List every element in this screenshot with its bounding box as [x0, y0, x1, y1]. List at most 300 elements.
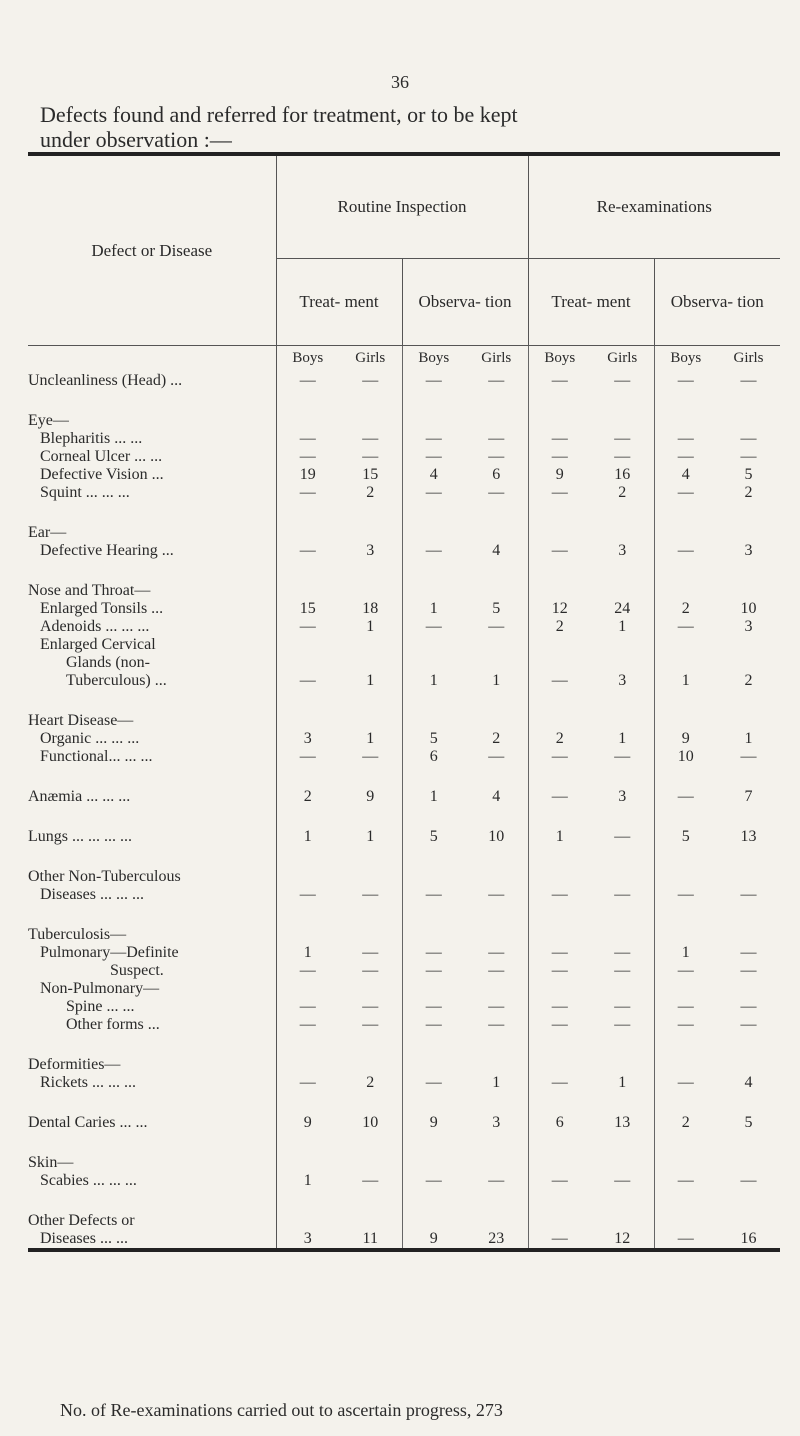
table-cell: —: [425, 1172, 442, 1189]
row-label: Spine ... ...: [28, 998, 276, 1016]
table-cell: [654, 868, 717, 886]
table-cell: [276, 412, 339, 430]
table-cell: [591, 766, 654, 788]
table-cell: [465, 868, 528, 886]
table-row: [28, 636, 780, 654]
table-cell: [717, 868, 780, 886]
table-cell: —: [339, 448, 402, 466]
table-cell: [465, 636, 528, 654]
table-cell: 23: [465, 1230, 528, 1250]
table-cell: [654, 1132, 717, 1154]
table-cell: [717, 1190, 780, 1212]
table-cell: 1: [429, 788, 438, 805]
table-cell: [528, 806, 591, 828]
table-cell: 5: [744, 466, 753, 483]
table-cell: —: [551, 962, 568, 979]
table-cell: [402, 412, 465, 430]
table-cell: 1: [591, 618, 654, 636]
table-cell: [717, 766, 780, 788]
table-cell: [276, 868, 339, 886]
table-cell: —: [591, 828, 654, 846]
table-cell: —: [339, 430, 402, 448]
table-cell: [276, 904, 339, 926]
table-cell: —: [425, 448, 442, 465]
table-cell: —: [677, 962, 694, 979]
row-label: Other Non-Tuberculous: [28, 868, 276, 886]
table-cell: [528, 1132, 591, 1154]
table-cell: 18: [339, 600, 402, 618]
table-cell: —: [740, 448, 757, 465]
table-cell: [717, 690, 780, 712]
table-cell: 1: [339, 730, 402, 748]
table-cell: —: [299, 448, 316, 465]
table-cell: [339, 1034, 402, 1056]
table-cell: [591, 582, 654, 600]
table-row: [28, 712, 780, 730]
row-label: Enlarged Tonsils ...: [28, 600, 276, 618]
spacer-row: [28, 1092, 780, 1114]
table-cell: —: [299, 618, 316, 635]
table-cell: [591, 1154, 654, 1172]
row-label: Pulmonary—Definite: [28, 944, 276, 962]
footer-note: No. of Re-examinations carried out to ascertain progress, 273: [60, 1400, 503, 1420]
table-cell: —: [591, 372, 654, 390]
table-cell: 1: [429, 672, 438, 689]
table-row: [28, 1056, 780, 1074]
table-cell: —: [465, 1172, 528, 1190]
table-cell: [339, 904, 402, 926]
table-cell: —: [551, 1016, 568, 1033]
table-cell: [654, 502, 717, 524]
table-cell: —: [425, 944, 442, 961]
table-cell: [654, 654, 717, 672]
table-cell: 9: [303, 1114, 312, 1131]
table-cell: —: [740, 1172, 757, 1189]
table-cell: [591, 1190, 654, 1212]
table-cell: 3: [465, 1114, 528, 1132]
table-cell: [717, 1034, 780, 1056]
table-cell: —: [677, 372, 694, 389]
table-cell: [402, 1056, 465, 1074]
row-label: Heart Disease—: [28, 712, 276, 730]
table-cell: [654, 560, 717, 582]
table-cell: [339, 524, 402, 542]
table-cell: [717, 1154, 780, 1172]
table-cell: 2: [555, 618, 564, 635]
defects-table-container: [28, 152, 780, 1252]
table-cell: 15: [339, 466, 402, 484]
table-cell: 2: [303, 788, 312, 805]
table-row: [28, 582, 780, 600]
table-cell: —: [551, 372, 568, 389]
table-cell: 7: [744, 788, 753, 805]
table-cell: —: [677, 788, 694, 805]
row-label: Nose and Throat—: [28, 582, 276, 600]
table-cell: [591, 502, 654, 524]
table-cell: —: [299, 1074, 316, 1091]
table-cell: [654, 806, 717, 828]
table-cell: [465, 582, 528, 600]
table-cell: [591, 1092, 654, 1114]
table-cell: —: [740, 886, 757, 903]
table-cell: —: [299, 372, 316, 389]
table-cell: [276, 1056, 339, 1074]
table-cell: —: [740, 998, 757, 1015]
table-cell: [402, 582, 465, 600]
table-cell: —: [299, 748, 316, 765]
table-cell: 2: [744, 672, 753, 689]
table-cell: —: [299, 430, 316, 447]
table-cell: [402, 1154, 465, 1172]
table-cell: [465, 1056, 528, 1074]
table-cell: —: [465, 372, 528, 390]
table-row: [28, 1230, 780, 1250]
table-cell: 13: [591, 1114, 654, 1132]
table-cell: 3: [591, 788, 654, 806]
table-cell: 11: [339, 1230, 402, 1250]
table-cell: [654, 1092, 717, 1114]
table-cell: 2: [339, 484, 402, 502]
table-cell: [717, 712, 780, 730]
table-cell: —: [425, 484, 442, 501]
table-cell: 1: [555, 828, 564, 845]
table-cell: [465, 904, 528, 926]
row-label: [28, 846, 276, 868]
table-cell: —: [591, 748, 654, 766]
table-cell: [528, 904, 591, 926]
table-cell: —: [677, 998, 694, 1015]
table-cell: 1: [465, 1074, 528, 1092]
table-cell: —: [677, 886, 694, 903]
table-cell: 2: [339, 1074, 402, 1092]
table-cell: —: [339, 962, 402, 980]
table-cell: 12: [551, 600, 568, 617]
table-row: [28, 1074, 780, 1092]
table-cell: [591, 846, 654, 868]
table-cell: —: [465, 962, 528, 980]
table-cell: 1: [465, 672, 528, 690]
row-label: [28, 806, 276, 828]
table-cell: [276, 846, 339, 868]
table-cell: [528, 766, 591, 788]
table-cell: [528, 1212, 591, 1230]
table-cell: [465, 1154, 528, 1172]
table-cell: [591, 904, 654, 926]
table-cell: [339, 654, 402, 672]
table-cell: [591, 926, 654, 944]
table-cell: [276, 1132, 339, 1154]
table-cell: —: [591, 1016, 654, 1034]
table-cell: [528, 926, 591, 944]
table-cell: [528, 560, 591, 582]
table-cell: [402, 636, 465, 654]
table-cell: [339, 1190, 402, 1212]
table-cell: —: [551, 998, 568, 1015]
table-row: [28, 1212, 780, 1230]
table-row: [28, 372, 780, 390]
table-cell: [717, 846, 780, 868]
table-cell: [465, 1132, 528, 1154]
table-cell: [465, 524, 528, 542]
table-cell: [717, 412, 780, 430]
row-label: Deformities—: [28, 1056, 276, 1074]
table-cell: [339, 636, 402, 654]
table-cell: [339, 412, 402, 430]
table-cell: —: [591, 962, 654, 980]
table-cell: [528, 868, 591, 886]
table-cell: [528, 582, 591, 600]
table-cell: 12: [591, 1230, 654, 1250]
table-cell: [402, 560, 465, 582]
group-header-reexam: Re-examinations: [528, 156, 780, 259]
table-row: [28, 980, 780, 998]
row-label: Suspect.: [28, 962, 276, 980]
table-cell: —: [591, 430, 654, 448]
table-cell: [717, 904, 780, 926]
table-cell: [402, 868, 465, 886]
table-cell: 9: [681, 730, 690, 747]
table-cell: [276, 654, 339, 672]
table-cell: [339, 868, 402, 886]
table-cell: [402, 766, 465, 788]
table-cell: [402, 690, 465, 712]
group-header-routine: Routine Inspection: [276, 156, 528, 259]
table-row: [28, 618, 780, 636]
table-cell: —: [551, 542, 568, 559]
table-cell: [339, 806, 402, 828]
spacer-row: [28, 502, 780, 524]
row-label: Uncleanliness (Head) ...: [28, 372, 276, 390]
title-line-1: Defects found and referred for treatment, or to be kept: [40, 102, 518, 127]
table-cell: [465, 1212, 528, 1230]
table-cell: [654, 1056, 717, 1074]
table-cell: 16: [591, 466, 654, 484]
row-label: Anæmia ... ... ...: [28, 788, 276, 806]
table-cell: —: [465, 448, 528, 466]
table-cell: 1: [339, 618, 402, 636]
table-cell: [402, 980, 465, 998]
table-row: [28, 944, 780, 962]
table-cell: [465, 1190, 528, 1212]
table-cell: [654, 1190, 717, 1212]
table-cell: —: [339, 748, 402, 766]
table-cell: [717, 1092, 780, 1114]
row-label: [28, 560, 276, 582]
table-cell: —: [299, 484, 316, 501]
table-cell: 9: [555, 466, 564, 483]
subheader-routine-treatment: Treat- ment: [276, 259, 402, 346]
table-cell: [717, 390, 780, 412]
table-cell: —: [425, 542, 442, 559]
table-cell: [339, 560, 402, 582]
table-cell: 15: [299, 600, 316, 617]
row-label: Rickets ... ... ...: [28, 1074, 276, 1092]
table-cell: —: [465, 748, 528, 766]
row-label: Corneal Ulcer ... ...: [28, 448, 276, 466]
table-cell: —: [299, 962, 316, 979]
row-label: Diseases ... ...: [28, 1230, 276, 1250]
table-cell: [591, 1034, 654, 1056]
table-cell: [654, 766, 717, 788]
table-cell: —: [551, 430, 568, 447]
sex-header-boys: Boys: [292, 350, 324, 366]
spacer-row: [28, 1132, 780, 1154]
page-number: 36: [391, 72, 409, 92]
row-label: Eye—: [28, 412, 276, 430]
subheader-reexam-observation: Observa- tion: [654, 259, 780, 346]
sex-header-boys: Boys: [418, 350, 450, 366]
table-cell: —: [425, 998, 442, 1015]
table-cell: 3: [744, 618, 753, 635]
table-cell: 2: [744, 484, 753, 501]
table-cell: [465, 502, 528, 524]
table-cell: [276, 636, 339, 654]
table-cell: —: [299, 998, 316, 1015]
spacer-row: [28, 560, 780, 582]
row-label: Defective Hearing ...: [28, 542, 276, 560]
spacer-row: [28, 1034, 780, 1056]
table-cell: —: [551, 944, 568, 961]
table-cell: 4: [681, 466, 690, 483]
table-cell: 3: [591, 672, 654, 690]
table-cell: 13: [740, 828, 757, 845]
row-label: Diseases ... ... ...: [28, 886, 276, 904]
table-cell: —: [677, 448, 694, 465]
table-row: [28, 926, 780, 944]
table-cell: [717, 654, 780, 672]
table-cell: [717, 1056, 780, 1074]
table-cell: [339, 846, 402, 868]
table-cell: —: [740, 1016, 757, 1033]
table-cell: [276, 806, 339, 828]
table-cell: —: [425, 372, 442, 389]
table-cell: [717, 806, 780, 828]
table-cell: [591, 390, 654, 412]
table-cell: 10: [740, 600, 757, 617]
table-cell: [591, 412, 654, 430]
table-cell: —: [339, 372, 402, 390]
table-cell: —: [528, 1230, 591, 1250]
table-cell: [528, 1034, 591, 1056]
row-label: Blepharitis ... ...: [28, 430, 276, 448]
table-cell: [465, 560, 528, 582]
table-cell: [654, 1034, 717, 1056]
table-cell: [402, 1034, 465, 1056]
table-cell: [276, 524, 339, 542]
table-cell: [276, 1034, 339, 1056]
table-cell: [339, 1132, 402, 1154]
table-row: [28, 962, 780, 980]
title-line-2: under observation :—: [40, 127, 232, 152]
table-cell: 1: [339, 672, 402, 690]
sex-header-boys: Boys: [544, 350, 576, 366]
table-cell: 2: [681, 1114, 690, 1131]
page-title: [40, 102, 780, 152]
row-label: [28, 390, 276, 412]
table-cell: —: [551, 672, 568, 689]
table-cell: [465, 846, 528, 868]
table-cell: 10: [677, 748, 694, 765]
table-cell: [276, 582, 339, 600]
table-cell: [339, 690, 402, 712]
table-cell: [528, 1056, 591, 1074]
table-cell: [591, 1132, 654, 1154]
table-row: [28, 730, 780, 748]
table-cell: —: [465, 998, 528, 1016]
table-cell: 2: [555, 730, 564, 747]
table-cell: [465, 1034, 528, 1056]
table-cell: [402, 846, 465, 868]
table-cell: —: [591, 886, 654, 904]
table-cell: [465, 806, 528, 828]
table-cell: [528, 654, 591, 672]
table-cell: [276, 1092, 339, 1114]
table-cell: —: [677, 1016, 694, 1033]
row-label: [28, 502, 276, 524]
table-cell: —: [425, 618, 442, 635]
table-cell: 1: [681, 672, 690, 689]
table-cell: [591, 1056, 654, 1074]
table-cell: [591, 560, 654, 582]
table-cell: [528, 390, 591, 412]
sex-header-blank: [28, 346, 276, 373]
table-cell: 19: [299, 466, 316, 483]
table-cell: —: [677, 484, 694, 501]
table-cell: [465, 690, 528, 712]
table-cell: [654, 690, 717, 712]
table-cell: 1: [303, 828, 312, 845]
table-cell: [654, 524, 717, 542]
table-cell: —: [465, 484, 528, 502]
table-cell: [654, 1154, 717, 1172]
table-cell: 2: [465, 730, 528, 748]
table-cell: —: [677, 542, 694, 559]
row-label: Organic ... ... ...: [28, 730, 276, 748]
table-cell: 4: [744, 1074, 753, 1091]
table-cell: [591, 690, 654, 712]
table-row: [28, 868, 780, 886]
row-label: [28, 1092, 276, 1114]
table-cell: [402, 524, 465, 542]
sex-header-girls: Girls: [339, 346, 402, 373]
table-cell: [591, 636, 654, 654]
table-cell: —: [551, 448, 568, 465]
table-cell: —: [465, 886, 528, 904]
table-cell: [717, 926, 780, 944]
spacer-row: [28, 690, 780, 712]
table-cell: —: [425, 1016, 442, 1033]
table-cell: 10: [465, 828, 528, 846]
table-row: [28, 828, 780, 846]
table-cell: [402, 806, 465, 828]
row-label: Defective Vision ...: [28, 466, 276, 484]
table-cell: —: [339, 944, 402, 962]
table-cell: 1: [429, 600, 438, 617]
row-label: Squint ... ... ...: [28, 484, 276, 502]
table-cell: [717, 980, 780, 998]
row-label: Dental Caries ... ...: [28, 1114, 276, 1132]
table-cell: 6: [465, 466, 528, 484]
table-cell: —: [591, 944, 654, 962]
table-cell: 1: [303, 944, 312, 961]
table-cell: —: [551, 484, 568, 501]
table-cell: [339, 712, 402, 730]
table-cell: [528, 690, 591, 712]
table-cell: [528, 524, 591, 542]
table-cell: 2: [591, 484, 654, 502]
spacer-row: [28, 1190, 780, 1212]
table-cell: 3: [303, 730, 312, 747]
